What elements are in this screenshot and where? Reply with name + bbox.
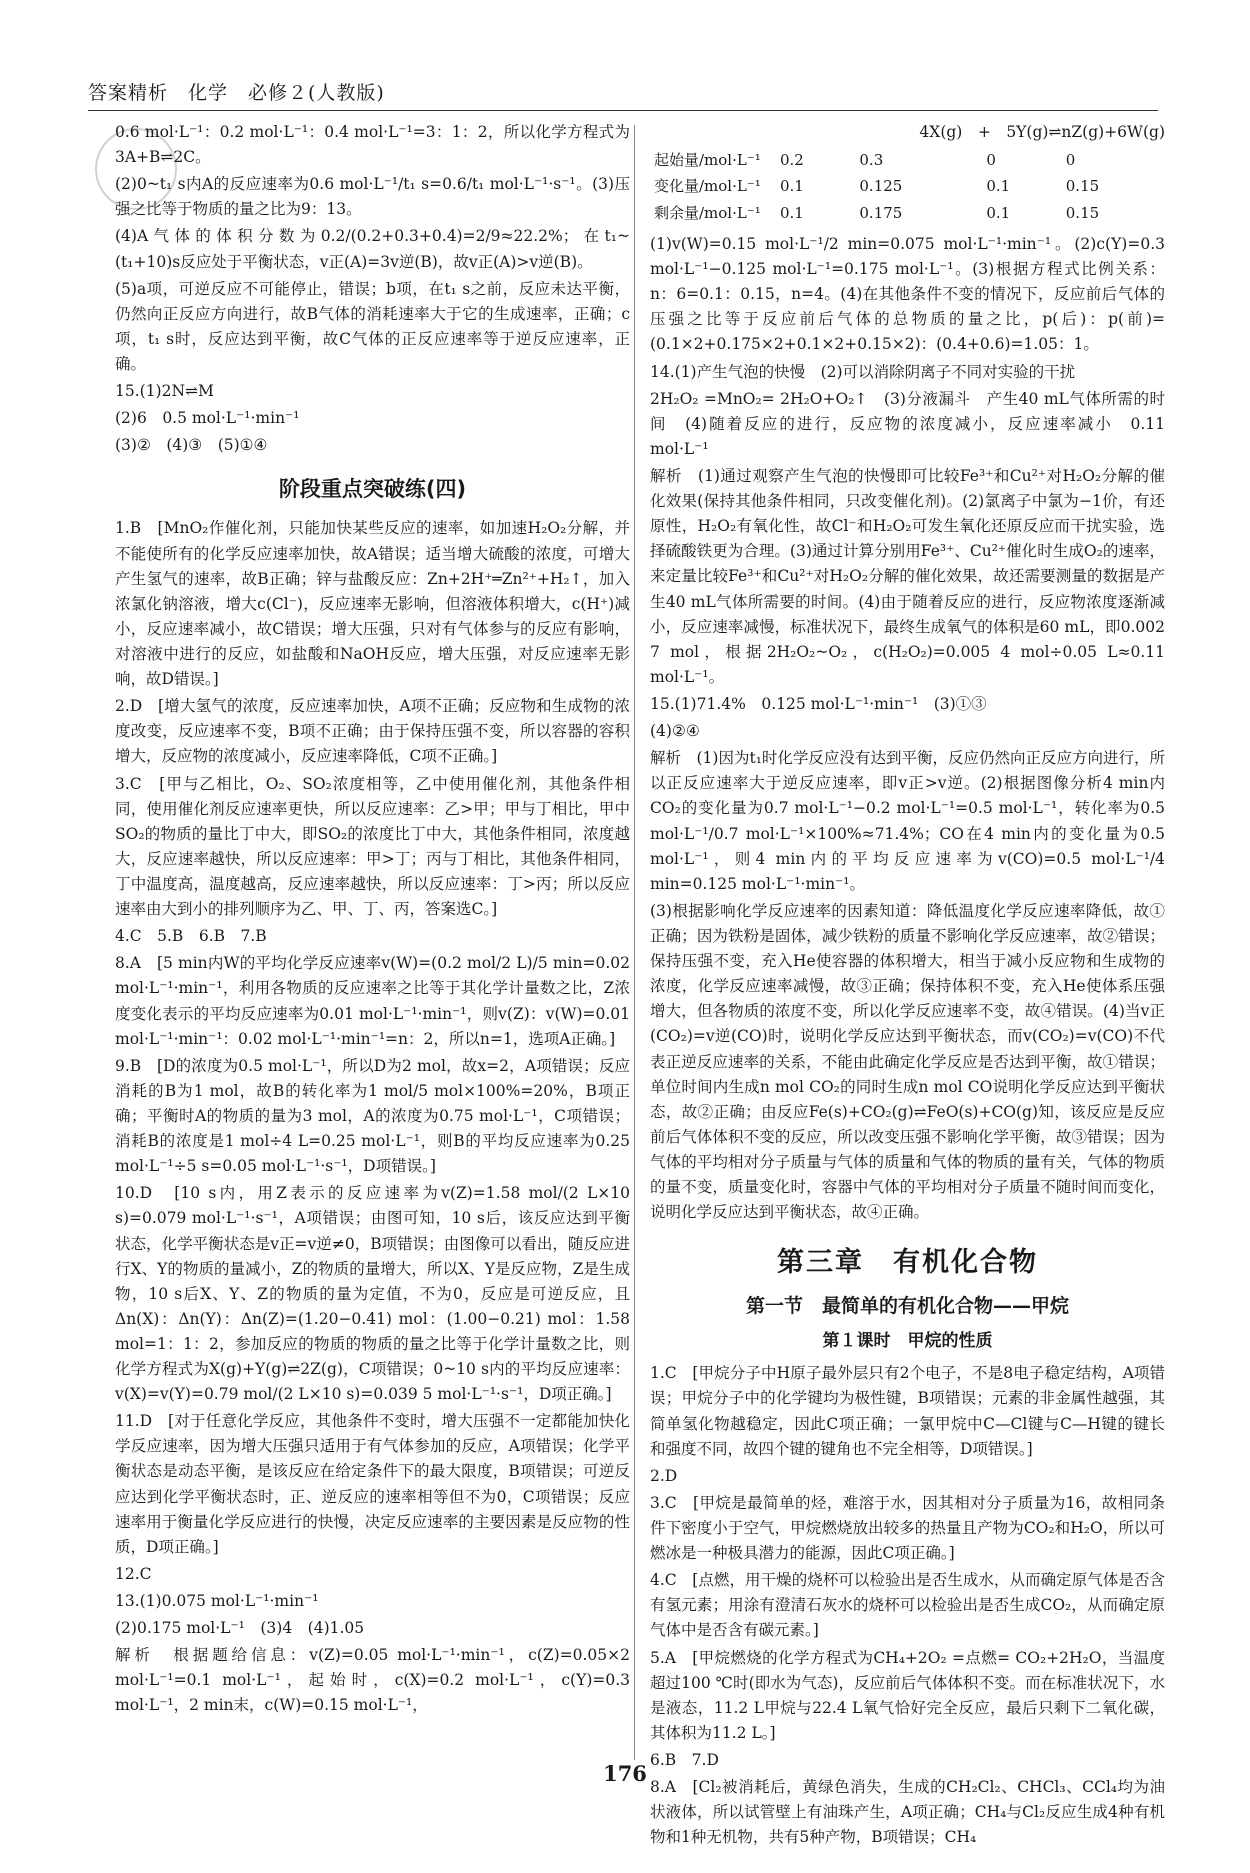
answer-item: 11.D [对于任意化学反应，其他条件不变时，增大压强不一定都能加快化学反应速率，因为增大压强只适用于有气体参加的反应，A项错误；化学平衡状态是动态平衡，是该反应在给定条件下的最大限度，B项错误；可逆反应达到化学平衡状态时，正、逆反应的速率相等但不为0，C项错误；反应速率用于衡量化学反应进行的快慢，决定反应速率的主要因素是反应物的性质，D项正确。]	[115, 1412, 630, 1556]
answer-item: 5.A [甲烷燃烧的化学方程式为CH₄+2O₂ =点燃= CO₂+2H₂O，当温度超过100 ℃时(即水为气态)，反应前后气体体积不变。而在标准状况下，水是液态，11.2 L甲烷与22.4 L氧气恰好完全反应，最后只剩下二氧化碳，其体积为11.2 L。]	[650, 1648, 1165, 1742]
page-header: 答案精析 化学 必修２(人教版)	[88, 82, 385, 104]
table-row	[650, 173, 1165, 199]
table-cell: 0.1	[780, 177, 804, 196]
answer-paragraph: 解析 (1)因为t₁时化学反应没有达到平衡，反应仍然向正反应方向进行，所以正反应速率大于逆反应速率，即v正>v逆。(2)根据图像分析4 min内CO₂的变化量为0.7 mol·L⁻¹−0.2 mol·L⁻¹=0.5 mol·L⁻¹，转化率为0.5 mol·L⁻¹/0.7 mol·L⁻¹×100%≈71.4%；CO在4 min内的变化量为0.5 mol·L⁻¹，则4 min内的平均反应速率为v(CO)=0.5 mol·L⁻¹/4 min=0.125 mol·L⁻¹·min⁻¹。	[650, 749, 1165, 893]
answer-paragraph: 15.(1)2N⇌M	[115, 382, 214, 401]
answer-item: 4.C 5.B 6.B 7.B	[115, 927, 267, 946]
answer-item: 2.D	[650, 1466, 678, 1485]
answer-item: 1.B [MnO₂作催化剂，只能加快某些反应的速率，如加速H₂O₂分解，并不能使所有的化学反应速率加快，故A错误；适当增大硫酸的浓度，可增大产生氢气的速率，故B正确；锌与盐酸反应：Zn+2H⁺═Zn²⁺+H₂↑，加入浓氯化钠溶液，增大c(Cl⁻)，反应速率无影响，但溶液体积增大，c(H⁺)减小，反应速率减小，故C错误；增大压强，只对有气体参与的反应有影响，对溶液中进行的反应，如盐酸和NaOH反应，增大压强，对反应速率无影响，故D错误。]	[115, 519, 630, 689]
answer-item: 1.C [甲烷分子中H原子最外层只有2个电子，不是8电子稳定结构，A项错误；甲烷分子中的化学键均为极性键，B项错误；元素的非金属性越强，其简单氢化物越稳定，因此C项正确；一氯甲烷中C—Cl键与C—H键的键长和强度不同，故四个键的键角也不完全相等，D项错误。]	[650, 1364, 1165, 1458]
answer-item: 4.C [点燃，用干燥的烧杯可以检验出是否生成水，从而确定原气体是否含有氢元素；用涂有澄清石灰水的烧杯可以检验出是否生成CO₂，从而确定原气体中是否含有碳元素。]	[650, 1571, 1165, 1640]
answer-paragraph: 14.(1)产生气泡的快慢 (2)可以消除阴离子不同对实验的干扰	[650, 362, 1076, 381]
answer-item: 9.B [D的浓度为0.5 mol·L⁻¹，所以D为2 mol，故x=2，A项错误；反应消耗的B为1 mol，故B的转化率为1 mol/5 mol×100%=20%，B项正确；平衡时A的物质的量为3 mol，A的浓度为0.75 mol·L⁻¹，C项错误；消耗B的浓度是1 mol÷4 L=0.25 mol·L⁻¹，则B的平均反应速率为0.25 mol·L⁻¹÷5 s=0.05 mol·L⁻¹·s⁻¹，D项错误。]	[115, 1056, 630, 1176]
answer-item: 6.B 7.D	[650, 1750, 719, 1769]
table-cell: 0.1	[780, 203, 804, 222]
table-cell: 0.1	[986, 177, 1011, 196]
table-cell: 0.15	[1065, 177, 1100, 196]
answer-paragraph: 15.(1)71.4% 0.125 mol·L⁻¹·min⁻¹ (3)①③	[650, 694, 987, 713]
answer-item: 3.C [甲烷是最简单的烃，难溶于水，因其相对分子质量为16，故相同条件下密度小于空气，甲烷燃烧放出较多的热量且产物为CO₂和H₂O，所以可燃冰是一种极具潜力的能源，因此C项正确。]	[650, 1493, 1165, 1563]
answer-item: 13.(1)0.075 mol·L⁻¹·min⁻¹	[115, 1592, 319, 1611]
answer-paragraph: (4)A气体的体积分数为0.2/(0.2+0.3+0.4)=2/9≈22.2%；在t₁~(t₁+10)s反应处于平衡状态，v正(A)=3v逆(B)，故v正(A)>v逆(B)。	[115, 227, 630, 271]
reaction-equation: 4X(g) + 5Y(g)⇌nZ(g)+6W(g)	[919, 123, 1165, 141]
answer-paragraph: (2)0~t₁ s内A的反应速率为0.6 mol·L⁻¹/t₁ s=0.6/t₁ mol·L⁻¹·s⁻¹。(3)压强之比等于物质的量之比为9：13。	[115, 175, 630, 219]
table-cell: 0.2	[780, 151, 804, 170]
row-label: 变化量/mol·L⁻¹	[654, 177, 761, 196]
answer-paragraph: (3)② (4)③ (5)①④	[115, 436, 268, 455]
table-cell: 0.1	[986, 203, 1011, 222]
column-divider	[634, 125, 635, 1760]
section-title: 阶段重点突破练(四)	[278, 477, 467, 502]
answer-item: 10.D [10 s内，用Z表示的反应速率为v(Z)=1.58 mol/(2 L×10 s)=0.079 mol·L⁻¹·s⁻¹，A项错误；由图可知，10 s后，该反应达到平衡状态，化学平衡状态是v正=v逆≠0，B项错误；由图像可以看出，随反应进行X、Y的物质的量减小，Z的物质的量增大，所以X、Y是反应物，Z是生成物，10 s后X、Y、Z的物质的量为定值，不为0，反应是可逆反应，且Δn(X)：Δn(Y)：Δn(Z)=(1.20−0.41) mol：(1.00−0.21) mol：1.58 mol=1：1：2，参加反应的物质的物质的量之比等于化学计量数之比，则化学方程式为X(g)+Y(g)⇌2Z(g)，C项错误；0~10 s内的平均反应速率：v(X)=v(Y)=0.79 mol/(2 L×10 s)=0.039 5 mol·L⁻¹·s⁻¹，D项正确。]	[115, 1184, 630, 1404]
answer-item: 8.A [Cl₂被消耗后，黄绿色消失，生成的CH₂Cl₂、CHCl₃、CCl₄均为油状液体，所以试管壁上有油珠产生，A项正确；CH₄与Cl₂反应生成4种有机物和1种无机物，共有5种产物，B项错误；CH₄	[650, 1778, 1165, 1847]
answer-paragraph: 2H₂O₂ =MnO₂= 2H₂O+O₂↑ (3)分液漏斗 产生40 mL气体所需的时间 (4)随着反应的进行，反应物的浓度减小，反应速率减小 0.11 mol·L⁻¹	[650, 389, 1165, 458]
answer-item: (2)0.175 mol·L⁻¹ (3)4 (4)1.05	[115, 1619, 365, 1638]
table-cell: 0.175	[859, 203, 903, 222]
table-row	[650, 147, 1165, 173]
chapter-title: 第三章 有机化合物	[777, 1247, 1038, 1279]
left-column	[115, 120, 630, 1721]
table-cell: 0	[1065, 151, 1076, 170]
answer-paragraph: (2)6 0.5 mol·L⁻¹·min⁻¹	[115, 409, 300, 428]
answer-paragraph: (1)v(W)=0.15 mol·L⁻¹/2 min=0.075 mol·L⁻¹·min⁻¹。(2)c(Y)=0.3 mol·L⁻¹−0.125 mol·L⁻¹=0.175 mol·L⁻¹。(3)根据方程式比例关系：n：6=0.1：0.15，n=4。(4)在其他条件不变的情况下，反应前后气体的压强之比等于反应前后气体的总物质的量之比，p(后)：p(前)=(0.1×2+0.175×2+0.1×2+0.15×2)：(0.4+0.6)=1.05：1。	[650, 235, 1165, 354]
header-rule	[88, 110, 1158, 111]
table-cell: 0.15	[1065, 203, 1100, 222]
section-title: 第一节 最简单的有机化合物——甲烷	[745, 1295, 1069, 1317]
answer-item: 解析 根据题给信息：v(Z)=0.05 mol·L⁻¹·min⁻¹，c(Z)=0.05×2 mol·L⁻¹=0.1 mol·L⁻¹，起始时，c(X)=0.2 mol·L⁻¹，c(Y)=0.3 mol·L⁻¹，2 min末，c(W)=0.15 mol·L⁻¹，	[115, 1646, 630, 1715]
answer-item: 8.A [5 min内W的平均化学反应速率v(W)=(0.2 mol/2 L)/5 min=0.02 mol·L⁻¹·min⁻¹，利用各物质的反应速率之比等于其化学计量数之比，Z浓度变化表示的平均反应速率为0.01 mol·L⁻¹·min⁻¹，则v(Z)：v(W)=0.01 mol·L⁻¹·min⁻¹：0.02 mol·L⁻¹·min⁻¹=n：2，所以n=1，选项A正确。]	[115, 954, 630, 1048]
reaction-table	[650, 147, 1165, 226]
table-cell: 0.125	[859, 177, 903, 196]
answer-paragraph: (4)②④	[650, 722, 700, 741]
answer-item: 12.C	[115, 1564, 152, 1583]
answer-paragraph: 解析 (1)通过观察产生气泡的快慢即可比较Fe³⁺和Cu²⁺对H₂O₂分解的催化效果(保持其他条件相同，只改变催化剂)。(2)氯离子中氯为−1价，有还原性，H₂O₂有氧化性，故Cl⁻和H₂O₂可发生氧化还原反应而干扰实验，选择硫酸铁更为合理。(3)通过计算分别用Fe³⁺、Cu²⁺催化时生成O₂的速率，来定量比较Fe³⁺和Cu²⁺对H₂O₂分解的催化效果，故还需要测量的数据是产生40 mL气体所需要的时间。(4)由于随着反应的进行，反应物浓度逐渐减小，反应速率减慢，标准状况下，最终生成氧气的体积是60 mL，即0.002 7 mol，根据2H₂O₂~O₂，c(H₂O₂)=0.005 4 mol÷0.05 L≈0.11 mol·L⁻¹。	[650, 466, 1165, 686]
row-label: 起始量/mol·L⁻¹	[654, 151, 761, 170]
table-cell: 0.3	[859, 151, 884, 170]
answer-item: 2.D [增大氢气的浓度，反应速率加快，A项不正确；反应物和生成物的浓度改变，反应速率不变，B项不正确；由于保持压强不变，所以容器的容积增大，反应物的浓度减小，反应速率降低，C项不正确。]	[115, 697, 630, 766]
right-column	[650, 120, 1165, 1852]
answer-paragraph: (5)a项，可逆反应不可能停止，错误；b项，在t₁ s之前，反应未达平衡，仍然向正反应方向进行，故B气体的消耗速率大于它的生成速率，正确；c项，t₁ s时，反应达到平衡，故C气体的正反应速率等于逆反应速率，正确。	[115, 279, 630, 373]
page-number: 176	[603, 1761, 647, 1786]
answer-paragraph: 0.6 mol·L⁻¹：0.2 mol·L⁻¹：0.4 mol·L⁻¹=3：1：2，所以化学方程式为3A+B⇌2C。	[115, 123, 630, 167]
table-row	[650, 200, 1165, 226]
answer-item: 3.C [甲与乙相比，O₂、SO₂浓度相等，乙中使用催化剂，其他条件相同，使用催化剂反应速率更快，所以反应速率：乙>甲；甲与丁相比，甲中SO₂的物质的量比丁中大，即SO₂的浓度比丁中大，其他条件相同，浓度越大，反应速率越快，所以反应速率：甲>丁；丙与丁相比，其他条件相同，丁中温度高，温度越高，反应速率越快，所以反应速率：丁>丙；所以反应速率由大到小的排列顺序为乙、甲、丁、丙，答案选C。]	[115, 774, 630, 919]
table-cell: 0	[986, 151, 996, 170]
answer-paragraph: (3)根据影响化学反应速率的因素知道：降低温度化学反应速率降低，故①正确；因为铁粉是固体，减少铁粉的质量不影响化学反应速率，故②错误；保持压强不变，充入He使容器的体积增大，相当于减小反应物和生成物的浓度，化学反应速率减慢，故③正确；保持体积不变，充入He使体系压强增大，但各物质的浓度不变，所以化学反应速率不变，故④错误。(4)当v正(CO₂)=v逆(CO)时，说明化学反应达到平衡状态，而v(CO₂)=v(CO)不代表正逆反应速率的关系，不能由此确定化学反应是否达到平衡，故①错误；单位时间内生成n mol CO₂的同时生成n mol CO说明化学反应达到平衡状态，故②正确；由反应Fe(s)+CO₂(g)⇌FeO(s)+CO(g)知，该反应是反应前后气体体积不变的反应，所以改变压强不影响化学平衡，故③错误；因为气体的平均相对分子质量与气体的质量和气体的物质的量有关，气体的物质的量不变，质量变化时，容器中气体的平均相对分子质量不随时间而变化，说明化学反应达到平衡状态，故④正确。	[650, 901, 1165, 1222]
lesson-title: 第１课时 甲烷的性质	[822, 1330, 993, 1351]
row-label: 剩余量/mol·L⁻¹	[654, 203, 761, 222]
